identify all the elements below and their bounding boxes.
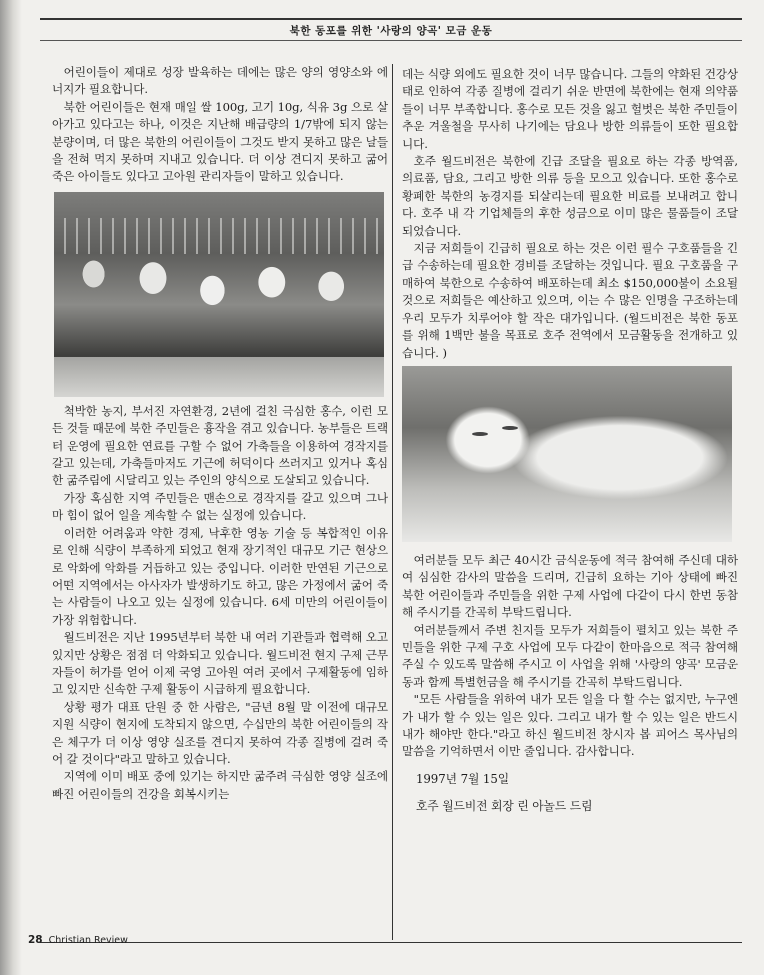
letter-signature: 호주 월드비전 회장 린 아놀드 드림	[416, 799, 593, 814]
photo-infant-eye-left	[472, 432, 488, 436]
page-header-title: 북한 동포를 위한 '사랑의 양곡' 모금 운동	[289, 25, 493, 37]
publication-name: Christian Review	[48, 935, 128, 946]
left-paragraph-7: 상황 평가 대표 단원 중 한 사람은, "금년 8월 말 이전에 대규모 지원 식량이 현지에 도착되지 않으면, 수십만의 북한 어린이들의 작은 체구가 더 이상 영양 실조를 견디지 못하여 각종 질병에 걸려 죽어 갈 것이다"라고 말하고 있습니다.	[52, 699, 388, 766]
magazine-page	[40, 18, 742, 928]
photo-floor	[54, 357, 384, 397]
photo-infant-eye-right	[502, 426, 518, 430]
left-paragraph-2: 북한 어린이들은 현재 매일 쌀 100g, 고기 10g, 식유 3g 으로 살아가고 있다고는 하나, 이것은 지난해 배급량의 1/7밖에 되지 않는 분량이며, 더 많은 북한의 어린이들이 그것도 받지 못하고 많은 날들을 전혀 먹지 못하며 지내고 있습니다. 더 이상 견디지 못하고 굶어 죽은 아이들도 있다고 고아원 관리자들이 말하고 있습니다.	[52, 99, 388, 184]
photo-malnourished-infant	[402, 366, 732, 542]
left-paragraph-8: 지역에 이미 배포 중에 있기는 하지만 굶주려 극심한 영양 실조에 빠진 어린이들의 건강을 회복시키는	[52, 769, 388, 801]
right-paragraph-4: 여러분들 모두 최근 40시간 금식운동에 적극 참여해 주신데 대하여 심심한 감사의 말씀을 드리며, 긴급히 요하는 기아 상태에 빠진 북한 어린이들과 주민들을 위한 구제 사업에 다같이 다시 한번 동참해 주시기를 간곡히 부탁드립니다.	[402, 552, 738, 620]
right-column	[402, 66, 738, 940]
left-paragraph-6: 월드비전은 지난 1995년부터 북한 내 여러 기관들과 협력해 오고 있지만 상황은 점점 더 악화되고 있습니다. 월드비전 현지 구제 근무자들이 허가를 얻어 이제 국영 고아원 여러 곳에서 구제활동에 임하고 있지만 신속한 구제 활동이 시급하게 필요합니다.	[52, 630, 388, 697]
photo-crib-rail	[54, 218, 384, 254]
right-paragraph-3: 지금 저희들이 긴급히 필요로 하는 것은 이런 필수 구호품들을 긴급 수송하는데 필요한 경비를 조달하는 것입니다. 필요 구호품을 구매하여 북한으로 수송하여 배포하는데 최소 $150,000불이 소요될 것으로 저희들은 예산하고 있으며, 이는 수 많은 인명을 구조하는데 우리 모두가 치루어야 할 작은 대가입니다. (월드비전은 북한 동포를 위해 1백만 불을 목표로 호주 전역에서 모금활동을 전개하고 있습니다. )	[402, 241, 738, 360]
letter-date: 1997년 7월 15일	[416, 771, 510, 786]
left-column	[52, 64, 388, 938]
left-paragraph-3: 척박한 농지, 부서진 자연환경, 2년에 걸친 극심한 홍수, 이런 모든 것들 때문에 북한 주민들은 흉작을 겪고 있습니다. 농부들은 트랙터 운영에 필요한 연료를 구할 수 없어 가축들을 이용하여 경작지를 갈고 있는데, 가축들마저도 기근에 허덕이다 쓰러지고 있거나 혹심한 굶주림에 시달리고 있는 주인의 양식으로 도살되고 있습니다.	[52, 403, 388, 488]
header-top-rule	[40, 18, 742, 20]
right-paragraph-6: "모든 사람들을 위하여 내가 모든 일을 다 할 수는 없지만, 누구엔가 내가 할 수 있는 일은 있다. 그리고 내가 할 수 있는 일은 반드시 내가 해야만 한다."라고 하신 월드비전 창시자 봅 피어스 목사님의 말씀을 기억하면서 이만 줄입니다. 감사합니다.	[402, 692, 738, 759]
header-bottom-rule	[40, 40, 742, 41]
photo-children-in-orphanage	[54, 192, 384, 397]
right-paragraph-2: 호주 월드비전은 북한에 긴급 조달을 필요로 하는 각종 방역품, 의료품, 담요, 그리고 방한 의류 등을 모으고 있습니다. 또한 홍수로 황폐한 북한의 농경지를 되살리는데 필요한 비료를 보내려고 합니다. 호주 내 각 기업체들의 후한 성금으로 이미 많은 물품들이 조달되었습니다.	[402, 154, 738, 238]
page-footer	[28, 934, 128, 946]
left-paragraph-1: 어린이들이 제대로 성장 발육하는 데에는 많은 양의 영양소와 에너지가 필요합니다.	[52, 65, 388, 97]
right-paragraph-5: 여러분들께서 주변 친지들 모두가 저희들이 펼치고 있는 북한 주민들을 위한 구제 구호 사업에 모두 다같이 한마음으로 적극 참여해 주실 수 있도록 말씀해 주시고 이 사업을 위해 '사랑의 양곡' 모금운동과 함께 특별헌금을 해 주시기를 간곡히 부탁드립니다.	[402, 622, 738, 689]
scan-edge-shadow	[0, 0, 22, 975]
column-divider	[392, 64, 393, 940]
left-paragraph-5: 이러한 어려움과 약한 경제, 낙후한 영농 기술 등 복합적인 이유로 인해 식량이 부족하게 되었고 현재 장기적인 대규모 기근 현상으로 악화에 악화를 거듭하고 있는 중입니다. 이러한 만연된 기근으로 어떤 지역에서는 아사자가 발생하기도 하고, 많은 가정에서 굶어 죽는 사람들이 나오고 있는 실정에 있습니다. 6세 미만의 어린이들이 가장 위험합니다.	[52, 525, 388, 627]
page-number: 28	[28, 934, 43, 946]
bottom-rule	[40, 942, 742, 943]
right-paragraph-1: 데는 식량 외에도 필요한 것이 너무 많습니다. 그들의 약화된 건강상태로 인하여 각종 질병에 걸리기 쉬운 반면에 북한에는 현재 의약품들이 너무 부족합니다. 홍수로 모든 것을 잃고 헐벗은 북한 주민들이 추운 겨울철을 무사히 나기에는 담요나 방한 의류들이 또한 필요합니다.	[402, 67, 738, 151]
left-paragraph-4: 가장 혹심한 지역 주민들은 맨손으로 경작지를 갈고 있으며 그나마 힘이 없어 일을 계속할 수 없는 실정에 있습니다.	[52, 490, 388, 523]
